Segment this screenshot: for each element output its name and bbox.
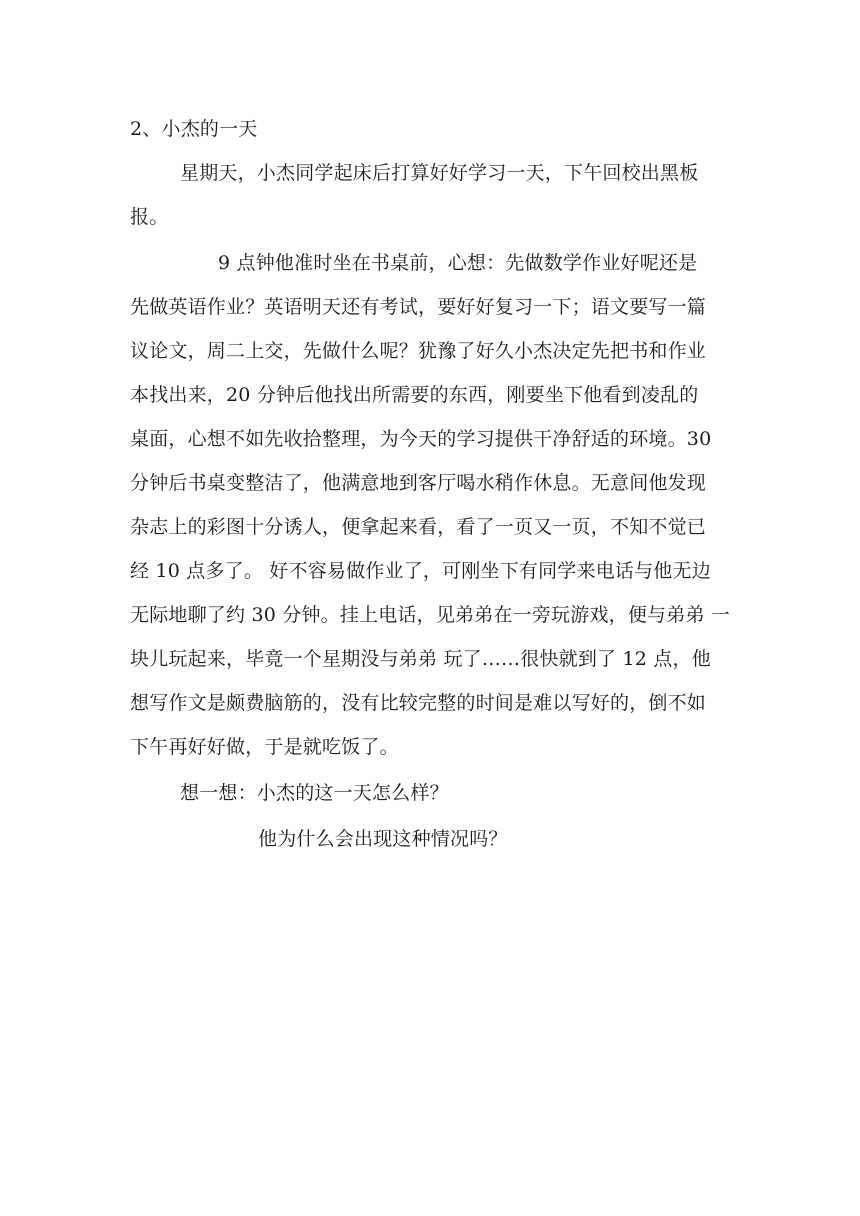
- paragraph-2-line-4: 本找出来，20 分钟后他找出所需要的东西，刚要坐下他看到凌乱的: [130, 384, 699, 406]
- question-1: 想一想：小杰的这一天怎么样？: [180, 782, 449, 804]
- paragraph-2-line-8: 经 10 点多了。 好不容易做作业了，可刚坐下有同学来电话与他无边: [130, 560, 711, 582]
- paragraph-2-line-1: 9 点钟他准时坐在书桌前，心想：先做数学作业好呢还是: [218, 252, 698, 274]
- paragraph-2-line-12: 下午再好好做，于是就吃饭了。: [130, 736, 399, 758]
- paragraph-2-line-11: 想写作文是颇费脑筋的，没有比较完整的时间是难以写好的，倒不如: [130, 692, 707, 714]
- paragraph-1-line-1: 星期天，小杰同学起床后打算好好学习一天，下午回校出黑板: [180, 162, 699, 184]
- paragraph-2-line-7: 杂志上的彩图十分诱人，便拿起来看，看了一页又一页，不知不觉已: [130, 516, 707, 538]
- question-2: 他为什么会出现这种情况吗？: [258, 828, 508, 850]
- paragraph-2-line-9: 无际地聊了约 30 分钟。挂上电话，见弟弟在一旁玩游戏，便与弟弟 一: [130, 604, 731, 626]
- paragraph-2-line-6: 分钟后书桌变整洁了，他满意地到客厅喝水稍作休息。无意间他发现: [130, 472, 707, 494]
- paragraph-1-line-2: 报。: [130, 206, 169, 228]
- section-heading: 2、小杰的一天: [130, 118, 258, 140]
- paragraph-2-line-10: 块儿玩起来，毕竟一个星期没与弟弟 玩了……很快就到了 12 点，他: [130, 648, 711, 670]
- paragraph-2-line-2: 先做英语作业？英语明天还有考试，要好好复习一下；语文要写一篇: [130, 296, 707, 318]
- paragraph-2-line-5: 桌面，心想不如先收拾整理，为今天的学习提供干净舒适的环境。30: [130, 428, 712, 450]
- paragraph-2-line-3: 议论文，周二上交，先做什么呢？犹豫了好久小杰决定先把书和作业: [130, 340, 707, 362]
